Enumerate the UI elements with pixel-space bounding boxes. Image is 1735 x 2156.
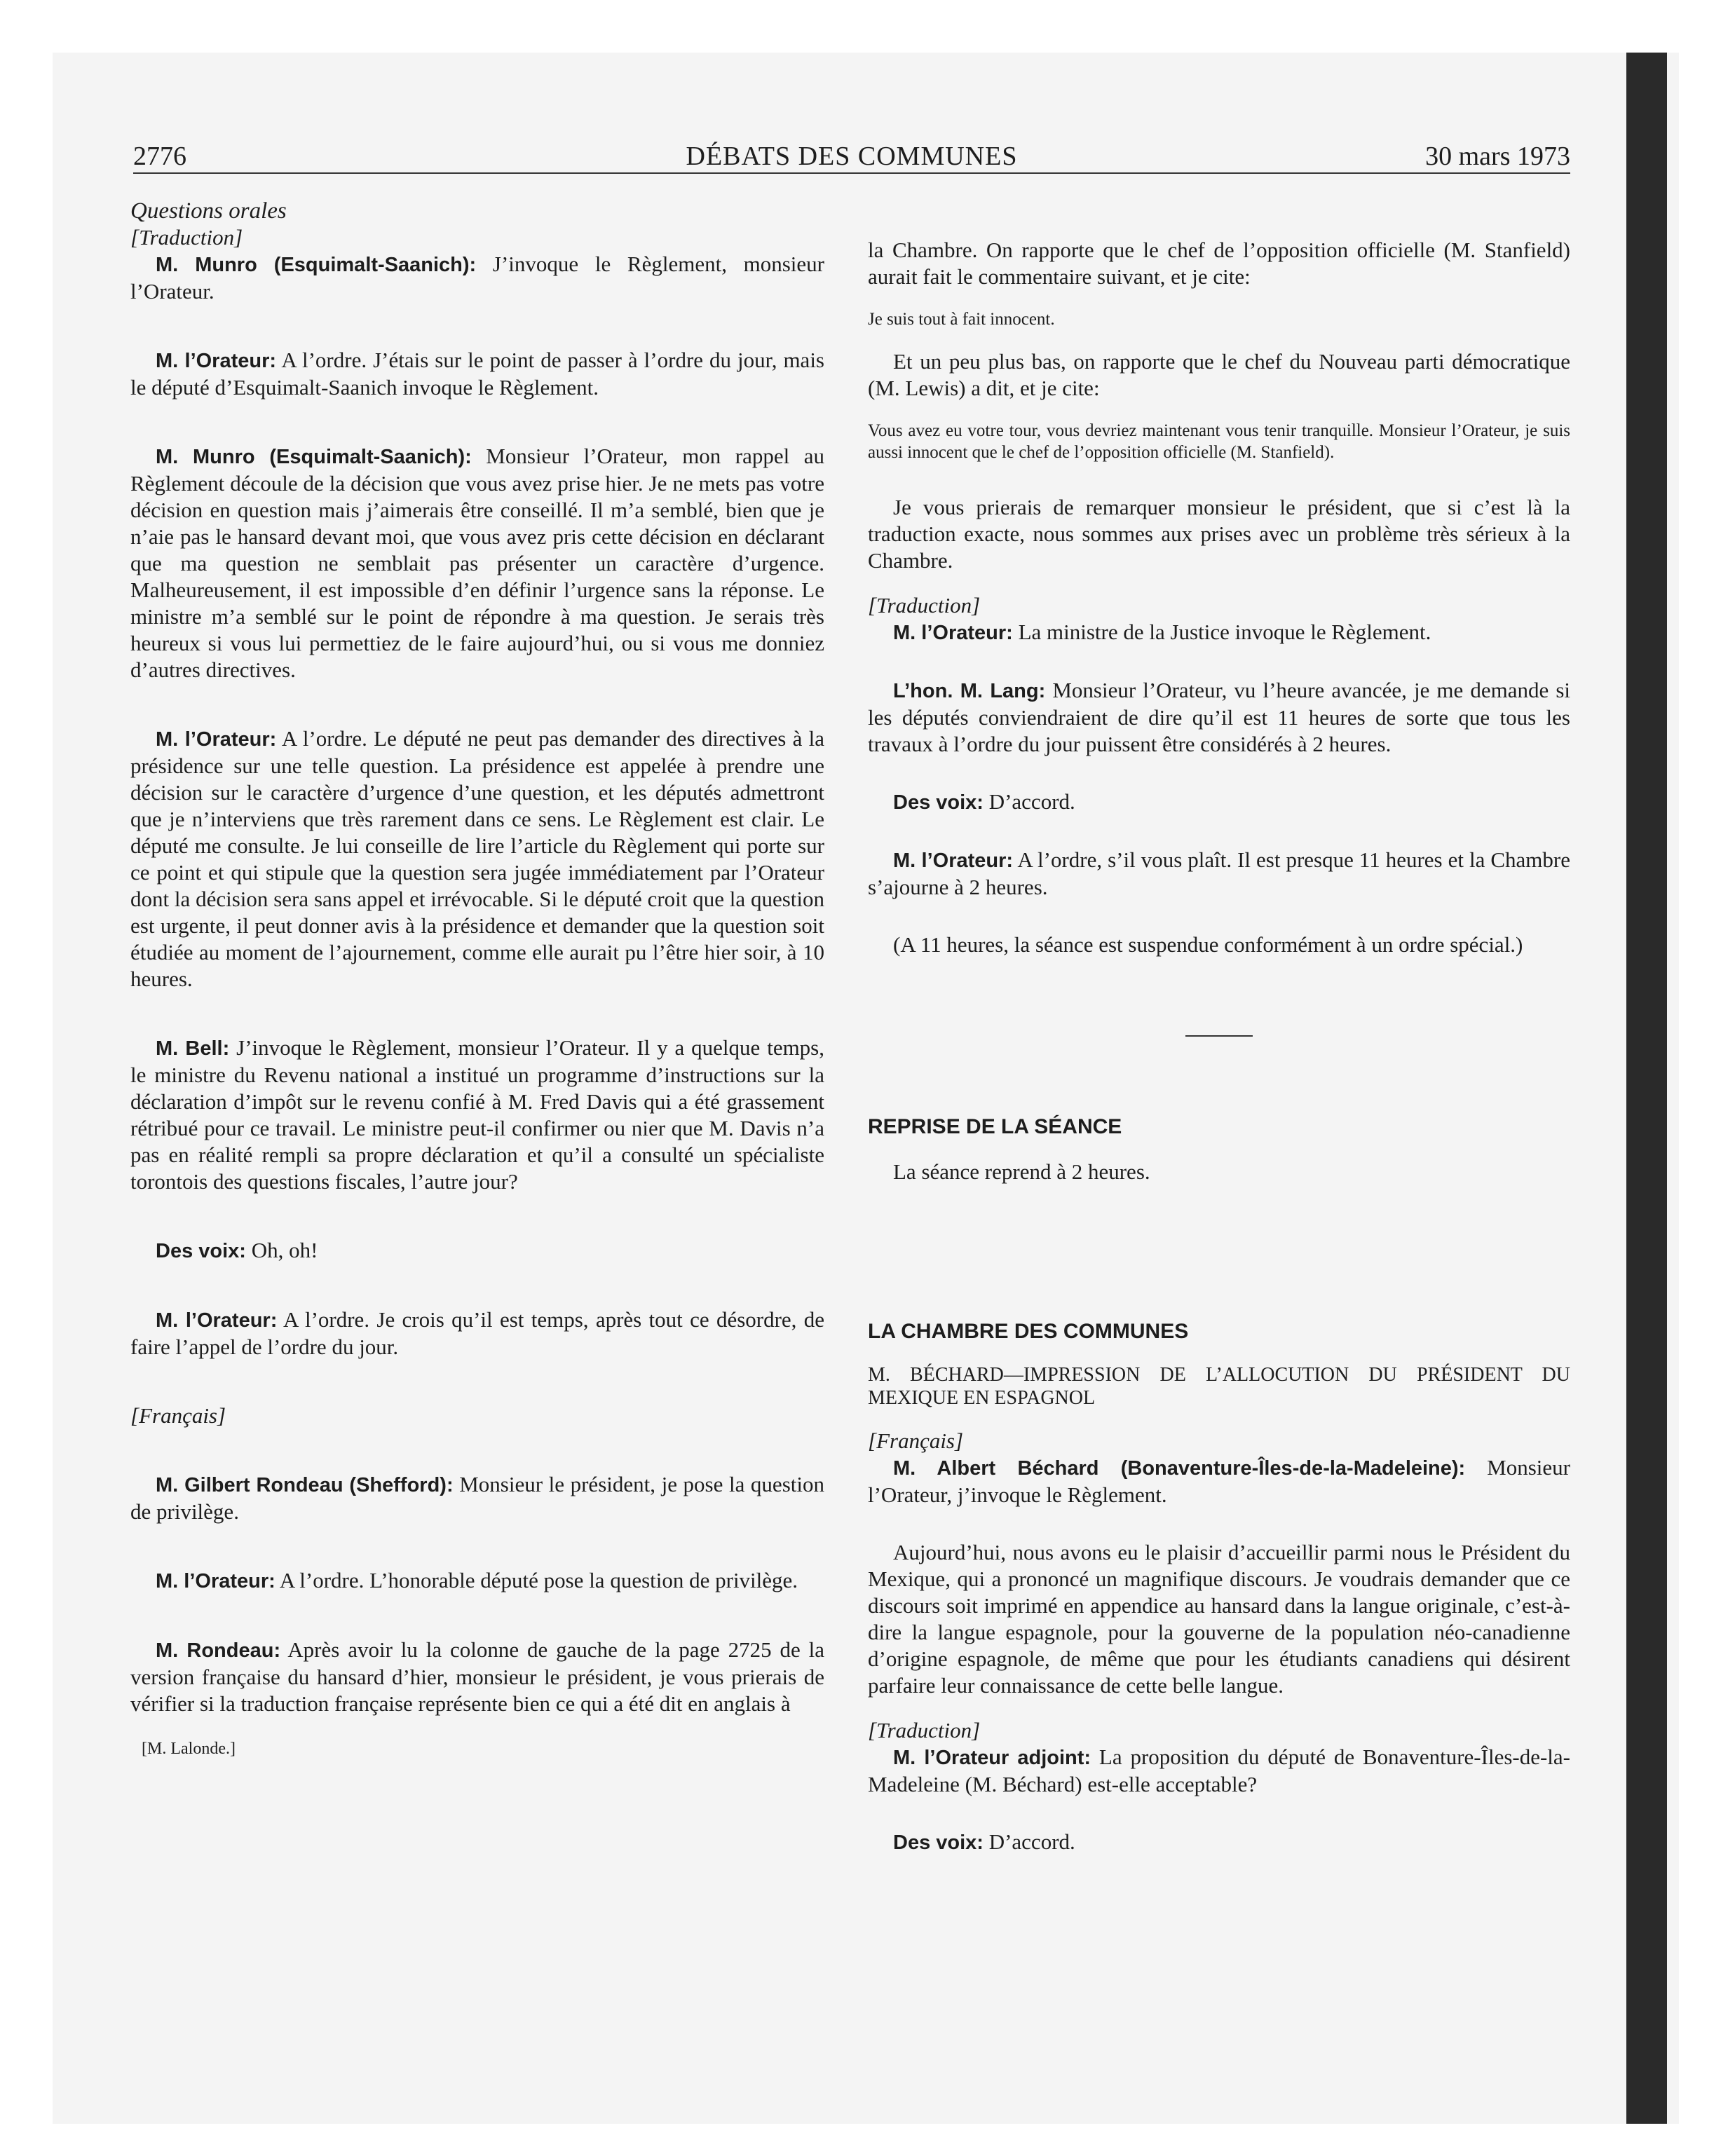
paragraph bbox=[868, 1829, 1570, 1856]
speaker: Des voix: bbox=[893, 1831, 984, 1854]
speaker: M. Bell: bbox=[156, 1037, 230, 1060]
speaker: M. l’Orateur adjoint: bbox=[893, 1747, 1091, 1769]
paragraph-text: D’accord. bbox=[983, 1829, 1075, 1854]
paragraph bbox=[868, 677, 1570, 758]
paragraph-text: Monsieur l’Orateur, j’invoque le Règlement. bbox=[868, 1455, 1570, 1507]
speaker: M. l’Orateur: bbox=[156, 350, 277, 372]
paragraph bbox=[130, 1035, 824, 1195]
language-note: [Français] bbox=[130, 1403, 226, 1428]
speaker: M. Rondeau: bbox=[156, 1639, 281, 1662]
paragraph bbox=[130, 1567, 824, 1595]
paragraph-text: La proposition du député de Bonaventure-Îles-de-la-Madeleine (M. Béchard) est-elle acceptable? bbox=[868, 1745, 1570, 1796]
paragraph: Aujourd’hui, nous avons eu le plaisir d’accueillir parmi nous le Président du Mexique, qui a prononcé un magnifique discours. Je voudrais demander que ce discours soit imprimé en appendice au hansard dans la langue originale, c’est-à-dire la langue espagnole, pour la gouverne de la population néo-canadienne d’origine espagnole, de même que pour les étudiants canadiens qui désirent parfaire leur connaissance de cette belle langue. bbox=[868, 1540, 1570, 1698]
paragraph-text: Monsieur le président, je pose la question de privilège. bbox=[130, 1472, 824, 1524]
paragraph bbox=[868, 789, 1570, 816]
running-header bbox=[133, 137, 1570, 174]
paragraph-text: Monsieur l’Orateur, vu l’heure avancée, je me demande si les députés conviendraient de dire qu’il est 11 heures de sorte que tous les travaux à l’ordre du jour puissent être considérés à 2 heures. bbox=[868, 678, 1570, 756]
paragraph-text: A l’ordre, s’il vous plaît. Il est presque 11 heures et la Chambre s’ajourne à 2 heures. bbox=[868, 847, 1570, 899]
language-note: [Traduction] bbox=[868, 1718, 981, 1742]
paragraph bbox=[130, 1637, 824, 1717]
paragraph-text: J’invoque le Règlement, monsieur l’Orateur. Il y a quelque temps, le ministre du Revenu national a institué un programme d’instructions sur la déclaration d’impôt sur le revenu confié à M. Fred Davis qui a été grassement rétribué pour ce travail. Le ministre peut-il confirmer ou nier que M. Davis n’a pas en réalité rempli sa propre déclaration et qu’il a consulté un spécialiste torontois des questions fiscales, l’autre jour? bbox=[130, 1035, 824, 1194]
paragraph-text: J’invoque le Règlement, monsieur l’Orateur. bbox=[130, 252, 825, 303]
paragraph bbox=[130, 443, 824, 683]
section-title: Questions orales bbox=[130, 198, 287, 224]
paragraph-text: La ministre de la Justice invoque le Règlement. bbox=[1012, 620, 1431, 644]
paragraph bbox=[868, 1454, 1570, 1508]
header-date: 30 mars 1973 bbox=[1425, 142, 1570, 171]
paragraph-text: Monsieur l’Orateur, mon rappel au Règlement découle de la décision que vous avez prise hier. Je ne mets pas votre décision en question mais j’aimerais être conseillé. Il m’a semblé, bien que je n’aie pas le hansard devant moi, que vous avez pris cette décision en déclarant que ma question ne semblait pas présenter un caractère d’urgence. Malheureusement, il est impossible d’en définir l’urgence sans la réponse. Le ministre m’a semblé sur le point de répondre à ma question. Je serais très heureux si vous lui permettiez de le faire aujourd’hui, ou si vous me donniez d’autres directives. bbox=[130, 444, 824, 682]
speaker: M. Munro (Esquimalt-Saanich): bbox=[156, 254, 477, 276]
speaker: M. Albert Béchard (Bonaventure-Îles-de-la-Madeleine): bbox=[893, 1457, 1466, 1480]
paragraph-text: A l’ordre. Le député ne peut pas demander des directives à la présidence sur une telle question. La présidence est appelée à prendre une décision sur le caractère d’urgence d’une question, et les députés admettront que je n’interviens que très rarement dans ce sens. Le Règlement est clair. Le député me consulte. Je lui conseille de lire l’article du Règlement qui porte sur ce point et qui stipule que la question sera jugée immédiatement par l’Orateur dont la décision sera sans appel et irrévocable. Si le député croit que la question est urgente, il peut donner avis à la présidence et demander que la question soit étudiée au moment de l’ajournement, comme elle aurait pu l’être hier soir, à 10 heures. bbox=[130, 726, 824, 991]
paragraph: Et un peu plus bas, on rapporte que le chef du Nouveau parti démocratique (M. Lewis) a dit, et je cite: bbox=[868, 349, 1570, 400]
section-heading: REPRISE DE LA SÉANCE bbox=[868, 1115, 1122, 1138]
paragraph: (A 11 heures, la séance est suspendue conformément à un ordre spécial.) bbox=[893, 932, 1523, 957]
quotation: Je suis tout à fait innocent. bbox=[868, 310, 1055, 329]
paragraph-text: Après avoir lu la colonne de gauche de la page 2725 de la version française du hansard d’hier, monsieur le président, je vous prierais de vérifier si la traduction française représente bien ce qui a été dit en anglais à bbox=[130, 1637, 824, 1716]
left-column bbox=[130, 198, 824, 1762]
language-note: [Traduction] bbox=[868, 593, 981, 618]
right-column bbox=[868, 237, 1570, 1856]
paragraph bbox=[130, 1306, 824, 1360]
paragraph: Je vous prierais de remarquer monsieur le président, que si c’est là la traduction exacte, nous sommes aux prises avec un problème très sérieux à la Chambre. bbox=[868, 495, 1570, 573]
publication-title: DÉBATS DES COMMUNES bbox=[686, 142, 1018, 171]
paragraph bbox=[868, 619, 1570, 646]
paragraph-text: D’accord. bbox=[983, 789, 1075, 814]
binding-edge bbox=[1626, 53, 1667, 2124]
speaker: M. l’Orateur: bbox=[156, 1309, 278, 1332]
paragraph-text: A l’ordre. J’étais sur le point de passer à l’ordre du jour, mais le député d’Esquimalt-Saanich invoque le Règlement. bbox=[130, 348, 824, 400]
language-note: [Traduction] bbox=[130, 225, 243, 250]
paragraph bbox=[130, 251, 824, 305]
speaker: Des voix: bbox=[893, 791, 984, 814]
paragraph-text: A l’ordre. Je crois qu’il est temps, après tout ce désordre, de faire l’appel de l’ordre du jour. bbox=[130, 1307, 824, 1359]
speaker: M. l’Orateur: bbox=[156, 1570, 275, 1592]
page-number: 2776 bbox=[133, 142, 186, 171]
speaker: M. l’Orateur: bbox=[156, 728, 277, 751]
paragraph-text: Oh, oh! bbox=[245, 1238, 318, 1262]
speaker: M. l’Orateur: bbox=[893, 850, 1014, 872]
paragraph-text: A l’ordre. L’honorable député pose la question de privilège. bbox=[275, 1568, 798, 1592]
speaker: M. Gilbert Rondeau (Shefford): bbox=[156, 1474, 454, 1496]
paragraph: la Chambre. On rapporte que le chef de l’opposition officielle (M. Stanfield) aurait fait le commentaire suivant, et je cite: bbox=[868, 238, 1570, 289]
speaker: Des voix: bbox=[156, 1240, 246, 1262]
quotation: Vous avez eu votre tour, vous devriez maintenant vous tenir tranquille. Monsieur l’Orateur, je suis aussi innocent que le chef de l’opposition officielle (M. Stanfield). bbox=[868, 421, 1570, 462]
section-heading: LA CHAMBRE DES COMMUNES bbox=[868, 1320, 1189, 1343]
paragraph bbox=[130, 347, 824, 401]
paragraph bbox=[130, 1471, 824, 1525]
speaker: L’hon. M. Lang: bbox=[893, 680, 1046, 702]
paragraph bbox=[130, 1237, 824, 1264]
speaker: M. Munro (Esquimalt-Saanich): bbox=[156, 446, 472, 468]
language-note: [Français] bbox=[868, 1428, 964, 1453]
paragraph bbox=[868, 1744, 1570, 1798]
paragraph bbox=[130, 725, 824, 992]
paragraph bbox=[868, 847, 1570, 901]
paragraph: La séance reprend à 2 heures. bbox=[893, 1159, 1150, 1184]
subheading: M. BÉCHARD—IMPRESSION DE L’ALLOCUTION DU PRÉSIDENT DU MEXIQUE EN ESPAGNOL bbox=[868, 1364, 1570, 1409]
speaker: M. l’Orateur: bbox=[893, 622, 1013, 644]
footnote: [M. Lalonde.] bbox=[142, 1740, 236, 1758]
